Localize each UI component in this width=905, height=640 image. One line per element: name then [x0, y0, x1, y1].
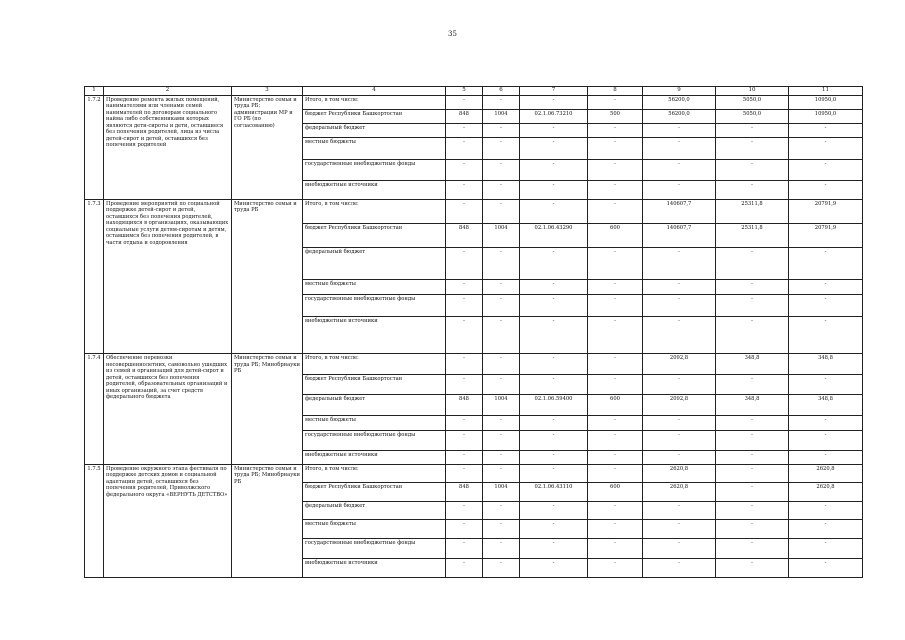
cell-value: 25311,8	[716, 199, 789, 223]
header-cell: 8	[588, 87, 643, 96]
funding-source: бюджет Республики Башкортостан	[303, 483, 446, 501]
cell-value: -	[520, 464, 588, 482]
cell-value: -	[483, 95, 520, 109]
cell-value: -	[789, 520, 863, 538]
section-executor: Министерство семьи и труда РБ	[232, 199, 303, 353]
funding-source: Итого, в том числе:	[303, 464, 446, 482]
cell-value: -	[643, 123, 716, 137]
cell-value: -	[483, 464, 520, 482]
table-row	[85, 95, 863, 109]
cell-value: -	[483, 559, 520, 578]
cell-value: -	[789, 295, 863, 317]
cell-value: 848	[446, 483, 483, 501]
cell-value: -	[588, 354, 643, 375]
cell-value: -	[716, 464, 789, 482]
cell-value: -	[789, 159, 863, 181]
cell-value: -	[520, 559, 588, 578]
funding-source: бюджет Республики Башкортостан	[303, 223, 446, 247]
funding-source: Итого, в том числе:	[303, 354, 446, 375]
section-executor: Министерство семьи и труда РБ; Минобрнауки РБ	[232, 354, 303, 465]
header-cell: 10	[716, 87, 789, 96]
cell-value: -	[446, 199, 483, 223]
cell-value: -	[643, 559, 716, 578]
cell-value: -	[716, 317, 789, 354]
cell-value: 1004	[483, 109, 520, 123]
section-executor: Министерство семьи и труда РБ; Минобрнауки РБ	[232, 464, 303, 577]
cell-value: -	[520, 431, 588, 451]
cell-value: 2620,8	[643, 483, 716, 501]
cell-value: 10950,0	[789, 95, 863, 109]
cell-value: -	[446, 159, 483, 181]
header-cell: 7	[520, 87, 588, 96]
table-row	[85, 464, 863, 482]
funding-source: местные бюджеты	[303, 520, 446, 538]
funding-source: бюджет Республики Башкортостан	[303, 109, 446, 123]
cell-value: -	[446, 559, 483, 578]
cell-value: -	[446, 415, 483, 430]
cell-value: -	[483, 538, 520, 559]
header-cell: 3	[232, 87, 303, 96]
cell-value: -	[483, 431, 520, 451]
cell-value: -	[716, 520, 789, 538]
cell-value: -	[643, 317, 716, 354]
cell-value: -	[483, 280, 520, 295]
cell-value: -	[716, 538, 789, 559]
cell-value: -	[789, 374, 863, 395]
funding-source: государственные внебюджетные фонды	[303, 538, 446, 559]
cell-value: -	[446, 247, 483, 280]
cell-value: -	[643, 374, 716, 395]
cell-value: 2620,8	[643, 464, 716, 482]
cell-value: -	[446, 181, 483, 199]
cell-value: -	[520, 159, 588, 181]
cell-value: -	[643, 137, 716, 159]
cell-value: 2620,8	[789, 464, 863, 482]
section-title: Обеспечение перевозки несовершеннолетних, самовольно ушедших из семей и организаций для детей-сирот и детей, оставшихся без попечения родителей, образовательных организаций и иных организаций, за счет средств федерального бюджета	[104, 354, 232, 465]
cell-value: -	[643, 247, 716, 280]
cell-value: -	[716, 483, 789, 501]
cell-value: -	[446, 374, 483, 395]
cell-value: 348,8	[716, 354, 789, 375]
cell-value: -	[588, 199, 643, 223]
cell-value: -	[588, 317, 643, 354]
funding-source: внебюджетные источники	[303, 181, 446, 199]
section-title: Проведение мероприятий по социальной поддержке детей-сирот и детей, оставшихся без попечения родителей, находящихся в организациях, оказывающих социальные услуги детям-сиротам и детям, оставшимся без попечения родителей, в части отдыха и оздоровления	[104, 199, 232, 353]
cell-value: -	[520, 137, 588, 159]
cell-value: -	[520, 501, 588, 519]
cell-value: 500	[588, 109, 643, 123]
cell-value: -	[588, 295, 643, 317]
cell-value: -	[520, 199, 588, 223]
cell-value: 140607,7	[643, 223, 716, 247]
funding-source: федеральный бюджет	[303, 501, 446, 519]
funding-source: федеральный бюджет	[303, 395, 446, 416]
cell-value: -	[446, 95, 483, 109]
cell-value: -	[446, 520, 483, 538]
cell-value: -	[446, 431, 483, 451]
cell-value: -	[643, 501, 716, 519]
cell-value: -	[483, 520, 520, 538]
section-executor: Министерство семьи и труда РБ; администрации МР и ГО РБ (по согласованию)	[232, 95, 303, 199]
cell-value: -	[643, 181, 716, 199]
cell-value: -	[588, 431, 643, 451]
cell-value: 848	[446, 109, 483, 123]
cell-value: 02.1.06.59400	[520, 395, 588, 416]
cell-value: -	[643, 538, 716, 559]
cell-value: -	[716, 137, 789, 159]
cell-value: 5050,0	[716, 95, 789, 109]
cell-value: 20791,9	[789, 199, 863, 223]
cell-value: -	[588, 181, 643, 199]
cell-value: -	[520, 520, 588, 538]
cell-value: 348,8	[789, 395, 863, 416]
cell-value: -	[789, 559, 863, 578]
cell-value: -	[789, 450, 863, 464]
cell-value: -	[643, 295, 716, 317]
section-number: 1.7.3	[85, 199, 104, 353]
funding-table	[84, 86, 863, 578]
cell-value: -	[716, 415, 789, 430]
cell-value: -	[588, 559, 643, 578]
cell-value: 10950,0	[789, 109, 863, 123]
cell-value: -	[716, 280, 789, 295]
cell-value: 1004	[483, 483, 520, 501]
cell-value: 848	[446, 223, 483, 247]
funding-source: внебюджетные источники	[303, 450, 446, 464]
cell-value: -	[520, 280, 588, 295]
cell-value: -	[520, 181, 588, 199]
cell-value: 140607,7	[643, 199, 716, 223]
cell-value: -	[588, 464, 643, 482]
cell-value: -	[716, 374, 789, 395]
funding-source: местные бюджеты	[303, 415, 446, 430]
cell-value: 02.1.06.43290	[520, 223, 588, 247]
funding-source: Итого, в том числе:	[303, 95, 446, 109]
cell-value: -	[520, 538, 588, 559]
cell-value: -	[446, 137, 483, 159]
cell-value: -	[789, 431, 863, 451]
cell-value: 5050,0	[716, 109, 789, 123]
header-cell: 5	[446, 87, 483, 96]
cell-value: -	[483, 159, 520, 181]
cell-value: -	[588, 450, 643, 464]
cell-value: -	[520, 123, 588, 137]
cell-value: -	[520, 450, 588, 464]
cell-value: -	[446, 501, 483, 519]
cell-value: -	[643, 431, 716, 451]
funding-source: Итого, в том числе:	[303, 199, 446, 223]
cell-value: 1004	[483, 223, 520, 247]
cell-value: 348,8	[789, 354, 863, 375]
cell-value: -	[483, 501, 520, 519]
cell-value: -	[520, 354, 588, 375]
section-title: Проведение окружного этапа фестиваля по поддержке детских домов и социальной адаптации детей, оставшихся без попечения родителей, Приволжского федерального округа «ВЕРНУТЬ ДЕТСТВО»	[104, 464, 232, 577]
cell-value: -	[789, 501, 863, 519]
cell-value: -	[520, 415, 588, 430]
cell-value: 600	[588, 483, 643, 501]
cell-value: -	[483, 137, 520, 159]
cell-value: -	[588, 374, 643, 395]
table-row	[85, 199, 863, 223]
header-cell: 9	[643, 87, 716, 96]
cell-value: -	[588, 415, 643, 430]
funding-source: государственные внебюджетные фонды	[303, 159, 446, 181]
cell-value: -	[716, 295, 789, 317]
cell-value: 02.1.06.43110	[520, 483, 588, 501]
header-row	[85, 87, 863, 96]
cell-value: 2092,8	[643, 395, 716, 416]
cell-value: -	[588, 501, 643, 519]
cell-value: -	[588, 95, 643, 109]
cell-value: -	[446, 464, 483, 482]
cell-value: -	[520, 295, 588, 317]
cell-value: -	[643, 415, 716, 430]
section-number: 1.7.5	[85, 464, 104, 577]
cell-value: -	[643, 280, 716, 295]
cell-value: -	[446, 317, 483, 354]
funding-source: государственные внебюджетные фонды	[303, 295, 446, 317]
funding-source: бюджет Республики Башкортостан	[303, 374, 446, 395]
cell-value: -	[789, 538, 863, 559]
cell-value: -	[789, 415, 863, 430]
header-cell: 6	[483, 87, 520, 96]
section-title: Проведение ремонта жилых помещений, нанимателями или членами семей нанимателей по договорам социального найма либо собственниками которых являются дети-сироты и дети, оставшиеся без попечения родителей, лица из числа детей-сирот и детей, оставшихся без попечения родителей	[104, 95, 232, 199]
header-cell: 4	[303, 87, 446, 96]
cell-value: -	[716, 181, 789, 199]
cell-value: -	[483, 181, 520, 199]
cell-value: -	[588, 159, 643, 181]
funding-source: федеральный бюджет	[303, 247, 446, 280]
cell-value: 2620,8	[789, 483, 863, 501]
cell-value: -	[483, 415, 520, 430]
cell-value: -	[588, 247, 643, 280]
cell-value: -	[446, 295, 483, 317]
funding-source: федеральный бюджет	[303, 123, 446, 137]
funding-source: местные бюджеты	[303, 137, 446, 159]
cell-value: -	[520, 95, 588, 109]
funding-source: внебюджетные источники	[303, 559, 446, 578]
section-number: 1.7.4	[85, 354, 104, 465]
cell-value: -	[483, 354, 520, 375]
cell-value: -	[716, 431, 789, 451]
cell-value: -	[789, 280, 863, 295]
cell-value: -	[716, 123, 789, 137]
cell-value: -	[483, 295, 520, 317]
table-row	[85, 354, 863, 375]
cell-value: -	[520, 317, 588, 354]
cell-value: -	[588, 137, 643, 159]
header-cell: 1	[85, 87, 104, 96]
header-cell: 11	[789, 87, 863, 96]
cell-value: -	[483, 199, 520, 223]
cell-value: -	[483, 247, 520, 280]
cell-value: -	[716, 501, 789, 519]
section-number: 1.7.2	[85, 95, 104, 199]
cell-value: -	[643, 159, 716, 181]
cell-value: -	[643, 450, 716, 464]
cell-value: -	[520, 247, 588, 280]
page-number: 35	[448, 30, 457, 38]
cell-value: -	[483, 317, 520, 354]
cell-value: -	[446, 538, 483, 559]
cell-value: 02.1.06.73210	[520, 109, 588, 123]
cell-value: -	[446, 450, 483, 464]
cell-value: -	[789, 247, 863, 280]
cell-value: -	[588, 520, 643, 538]
cell-value: -	[446, 354, 483, 375]
cell-value: -	[789, 137, 863, 159]
cell-value: 600	[588, 395, 643, 416]
cell-value: -	[716, 450, 789, 464]
cell-value: -	[789, 181, 863, 199]
cell-value: -	[483, 123, 520, 137]
cell-value: -	[588, 538, 643, 559]
cell-value: -	[716, 559, 789, 578]
cell-value: -	[716, 247, 789, 280]
cell-value: -	[520, 374, 588, 395]
cell-value: -	[588, 280, 643, 295]
cell-value: 20791,9	[789, 223, 863, 247]
cell-value: 25311,8	[716, 223, 789, 247]
cell-value: 848	[446, 395, 483, 416]
funding-source: местные бюджеты	[303, 280, 446, 295]
header-cell: 2	[104, 87, 232, 96]
cell-value: -	[446, 280, 483, 295]
funding-source: государственные внебюджетные фонды	[303, 431, 446, 451]
cell-value: -	[716, 159, 789, 181]
cell-value: -	[643, 520, 716, 538]
cell-value: 600	[588, 223, 643, 247]
cell-value: 56200,0	[643, 109, 716, 123]
cell-value: -	[483, 374, 520, 395]
cell-value: -	[588, 123, 643, 137]
cell-value: 348,8	[716, 395, 789, 416]
cell-value: -	[789, 123, 863, 137]
cell-value: -	[789, 317, 863, 354]
cell-value: 1004	[483, 395, 520, 416]
funding-source: внебюджетные источники	[303, 317, 446, 354]
cell-value: -	[446, 123, 483, 137]
cell-value: 2092,8	[643, 354, 716, 375]
cell-value: 56200,0	[643, 95, 716, 109]
cell-value: -	[483, 450, 520, 464]
